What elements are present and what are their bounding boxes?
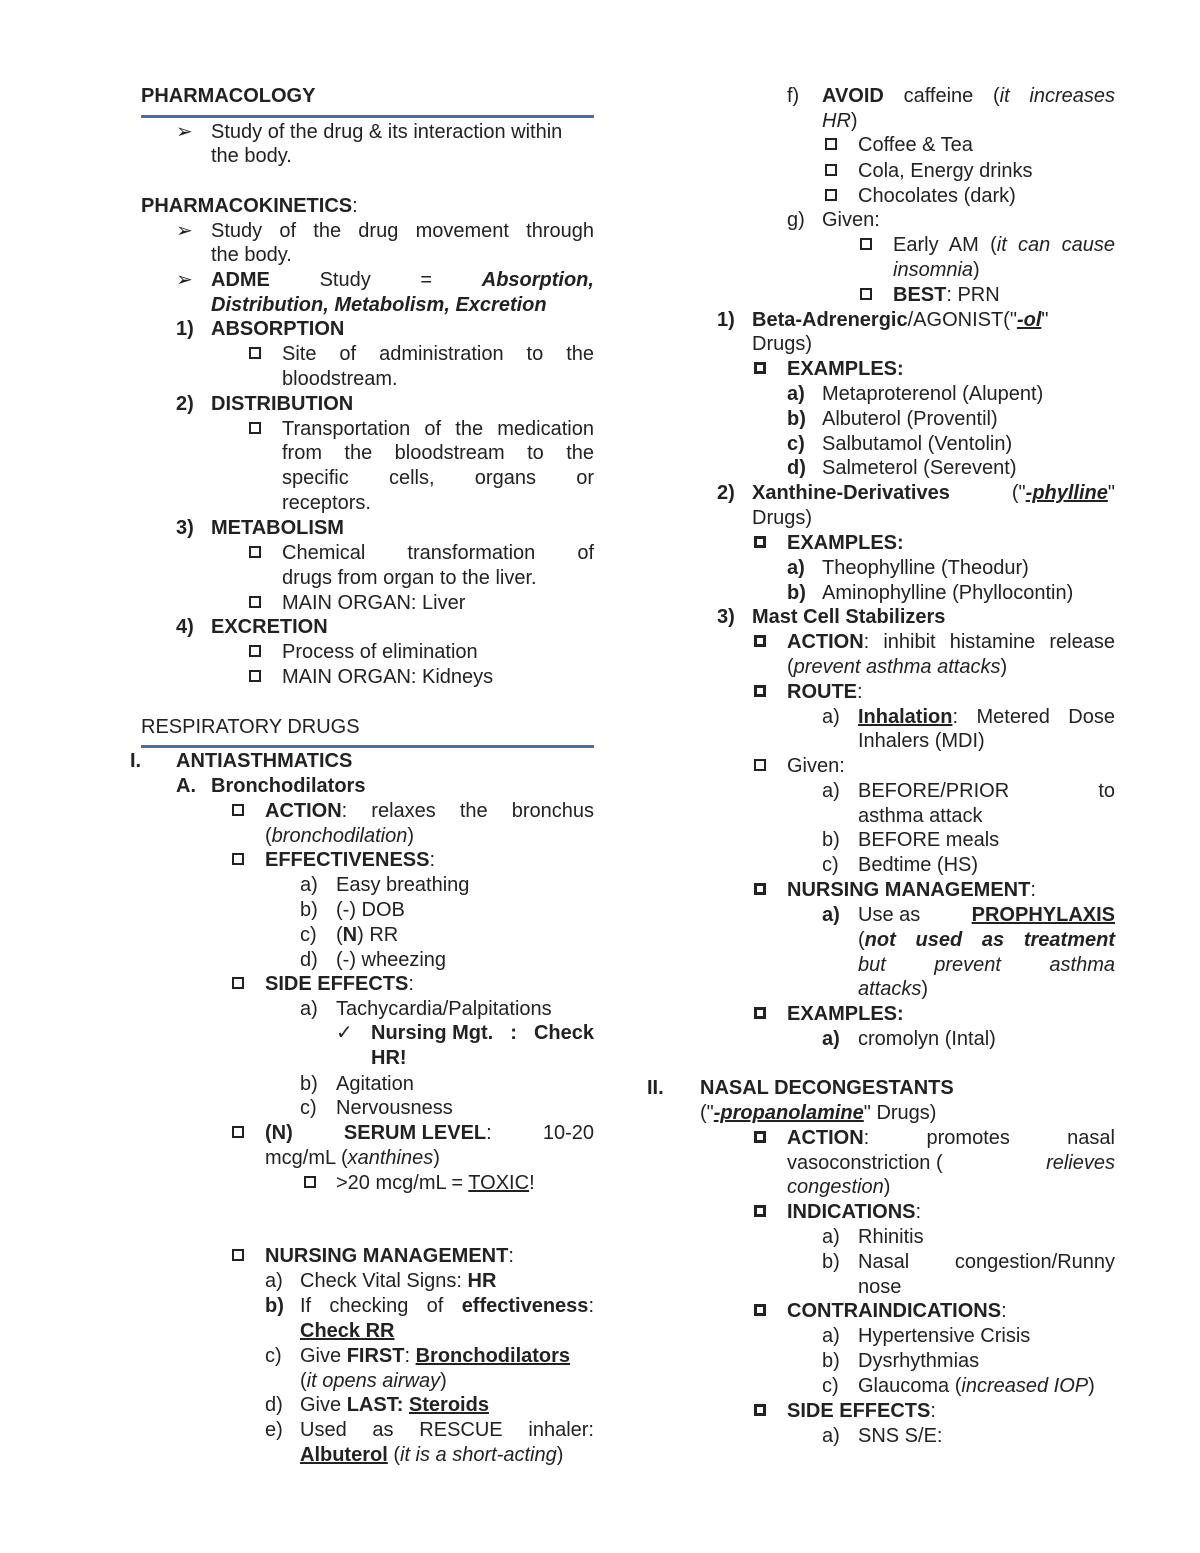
checkbox-bullet-icon	[754, 685, 766, 697]
adme-line1: ADME Study = Absorption,	[211, 269, 594, 291]
list-letter: c)	[265, 1345, 282, 1367]
contraindication-item: Hypertensive Crisis	[858, 1325, 1031, 1347]
list-letter: a)	[787, 557, 805, 579]
list-letter: a)	[822, 1325, 840, 1347]
list-number: 3)	[717, 606, 735, 628]
list-letter: g)	[787, 209, 805, 231]
beta-example: Salbutamol (Ventolin)	[822, 433, 1013, 455]
serum-level-line2: mcg/mL (xanthines)	[265, 1147, 440, 1169]
checkbox-bullet-icon	[249, 422, 261, 434]
list-letter: a)	[265, 1270, 283, 1292]
contraindication-item: Dysrhythmias	[858, 1350, 980, 1372]
metabolism-title: METABOLISM	[211, 517, 344, 539]
nd-action-line2: vasoconstriction ( relieves	[787, 1152, 1115, 1174]
mast-cell-title: Mast Cell Stabilizers	[752, 606, 946, 628]
route-inhalation-line2: Inhalers (MDI)	[858, 730, 985, 752]
nasal-decongestants-title: NASAL DECONGESTANTS	[700, 1077, 954, 1099]
checkbox-bullet-icon	[232, 1126, 244, 1138]
examples-label: EXAMPLES:	[787, 1003, 904, 1025]
given-early-am-line1: Early AM (it can cause	[893, 234, 1115, 256]
checkbox-bullet-icon	[249, 347, 261, 359]
distribution-desc-line4: receptors.	[282, 492, 371, 514]
effectiveness-label: EFFECTIVENESS:	[265, 849, 436, 871]
list-letter: b)	[787, 582, 806, 604]
mast-nursing-management-label: NURSING MANAGEMENT:	[787, 879, 1036, 901]
pharmacokinetics-definition-line1: Study of the drug movement through	[211, 220, 594, 242]
checkbox-bullet-icon	[754, 1205, 766, 1217]
nd-action-line1: ACTION: promotes nasal	[787, 1127, 1115, 1149]
given-best: BEST: PRN	[893, 284, 1000, 306]
checkbox-bullet-icon	[754, 759, 766, 771]
side-effect-item: Nervousness	[336, 1097, 453, 1119]
list-letter: a)	[822, 706, 840, 728]
route-inhalation-line1: Inhalation: Metered Dose	[858, 706, 1115, 728]
checkbox-bullet-icon	[249, 645, 261, 657]
checkbox-bullet-icon	[825, 189, 837, 201]
list-number: 2)	[176, 393, 194, 415]
checkbox-bullet-icon	[232, 977, 244, 989]
list-letter: b)	[300, 1073, 318, 1095]
route-label: ROUTE:	[787, 681, 863, 703]
checkbox-bullet-icon	[754, 1304, 766, 1316]
distribution-desc-line1: Transportation of the medication	[282, 418, 594, 440]
nm-item-a: Check Vital Signs: HR	[300, 1270, 497, 1292]
distribution-title: DISTRIBUTION	[211, 393, 354, 415]
section-number: I.	[130, 750, 142, 772]
nm-item-e-line2: Albuterol (it is a short-acting)	[300, 1444, 564, 1466]
nasal-decongestants-subtitle: ("-propanolamine" Drugs)	[700, 1102, 937, 1124]
list-letter: b)	[300, 899, 318, 921]
checkbox-bullet-icon	[754, 362, 766, 374]
checkbox-bullet-icon	[754, 635, 766, 647]
given-asthma-attack: asthma attack	[858, 805, 983, 827]
excretion-desc-line1: Process of elimination	[282, 641, 478, 663]
checkbox-bullet-icon	[232, 1249, 244, 1261]
respiratory-drugs-heading: RESPIRATORY DRUGS	[141, 716, 360, 738]
examples-label: EXAMPLES:	[787, 358, 904, 380]
nm-item-e-line1: Used as RESCUE inhaler:	[300, 1419, 594, 1441]
checkbox-bullet-icon	[754, 1131, 766, 1143]
absorption-desc-line2: bloodstream.	[282, 368, 398, 390]
prophylaxis-line3: but prevent asthma	[858, 954, 1115, 976]
given-bedtime: Bedtime (HS)	[858, 854, 979, 876]
distribution-desc-line2: from the bloodstream to the	[282, 442, 594, 464]
checkbox-bullet-icon	[232, 853, 244, 865]
list-letter: d)	[300, 949, 318, 971]
list-letter: a)	[822, 780, 840, 802]
checkbox-bullet-icon	[754, 1404, 766, 1416]
action-line2: (bronchodilation)	[265, 825, 414, 847]
list-letter: c)	[822, 1375, 839, 1397]
list-letter: f)	[787, 85, 800, 107]
checkbox-bullet-icon	[249, 546, 261, 558]
nm-item-c-line2: (it opens airway)	[300, 1370, 447, 1392]
bronchodilators-title: Bronchodilators	[211, 775, 366, 797]
list-letter: c)	[822, 854, 839, 876]
list-letter: b)	[822, 1251, 840, 1273]
list-letter: a)	[822, 1028, 840, 1050]
prophylaxis-line4: attacks)	[858, 978, 929, 1000]
side-effect-item: Tachycardia/Palpitations	[336, 998, 552, 1020]
nm-item-b-line1: If checking of effectiveness:	[300, 1295, 594, 1317]
side-effect-item: Agitation	[336, 1073, 414, 1095]
checkbox-bullet-icon	[754, 536, 766, 548]
xanthine-line1: Xanthine-Derivatives ("-phylline"	[752, 482, 1115, 504]
checkbox-bullet-icon	[825, 138, 837, 150]
indication-item: Nasal congestion/Runny	[858, 1251, 1115, 1273]
given-before-meals: BEFORE meals	[858, 829, 1000, 851]
checkbox-bullet-icon	[825, 164, 837, 176]
nursing-mgt-check-line1: Nursing Mgt. : Check	[371, 1022, 594, 1044]
distribution-desc-line3: specific cells, organs or	[282, 467, 594, 489]
list-number: 3)	[176, 517, 194, 539]
checkbox-bullet-icon	[860, 288, 872, 300]
list-letter: c)	[300, 924, 317, 946]
list-letter: b)	[265, 1295, 284, 1317]
checkbox-bullet-icon	[304, 1176, 316, 1188]
serum-level-line1: (N) SERUM LEVEL: 10-20	[265, 1122, 594, 1144]
list-letter: d)	[265, 1394, 283, 1416]
list-number: 1)	[717, 309, 735, 331]
caffeine-item: Coffee & Tea	[858, 134, 973, 156]
list-letter: a)	[822, 1425, 840, 1447]
excretion-main-organ: MAIN ORGAN: Kidneys	[282, 666, 494, 688]
metabolism-desc-line2: drugs from organ to the liver.	[282, 567, 537, 589]
list-letter: b)	[787, 408, 806, 430]
pharmacology-definition-line2: the body.	[211, 145, 292, 167]
xanthine-example: Aminophylline (Phyllocontin)	[822, 582, 1074, 604]
action-line1: ACTION: relaxes the bronchus	[265, 800, 594, 822]
nd-side-effects-label: SIDE EFFECTS:	[787, 1400, 936, 1422]
pharmacology-heading: PHARMACOLOGY	[141, 85, 316, 107]
arrow-bullet-icon: ➢	[176, 269, 193, 291]
nursing-mgt-check-line2: HR!	[371, 1047, 407, 1069]
beta-example: Albuterol (Proventil)	[822, 408, 998, 430]
beta-adrenergic-line1: Beta-Adrenergic/AGONIST("-ol"	[752, 309, 1049, 331]
checkbox-bullet-icon	[249, 596, 261, 608]
list-letter: a)	[822, 904, 840, 926]
checkbox-bullet-icon	[754, 883, 766, 895]
pharmacokinetics-definition-line2: the body.	[211, 244, 292, 266]
contraindication-item: Glaucoma (increased IOP)	[858, 1375, 1095, 1397]
section-number: II.	[647, 1077, 664, 1099]
absorption-desc-line1: Site of administration to the	[282, 343, 594, 365]
nursing-management-label: NURSING MANAGEMENT:	[265, 1245, 514, 1267]
effectiveness-item: Easy breathing	[336, 874, 470, 896]
beta-adrenergic-line2: Drugs)	[752, 333, 813, 355]
list-letter: c)	[787, 433, 805, 455]
list-letter: a)	[300, 874, 318, 896]
nm-item-c-line1: Give FIRST: Bronchodilators	[300, 1345, 571, 1367]
xanthine-example: Theophylline (Theodur)	[822, 557, 1029, 579]
avoid-caffeine-line1: AVOID caffeine (it increases	[822, 85, 1115, 107]
given-early-am-line2: insomnia)	[893, 259, 980, 281]
list-number: 1)	[176, 318, 194, 340]
mast-action-line2: (prevent asthma attacks)	[787, 656, 1008, 678]
list-letter: b)	[822, 829, 840, 851]
list-letter: a)	[822, 1226, 840, 1248]
checkbox-bullet-icon	[754, 1007, 766, 1019]
adme-line2: Distribution, Metabolism, Excretion	[211, 294, 547, 316]
list-letter: e)	[265, 1419, 283, 1441]
serum-toxic-line: >20 mcg/mL = TOXIC!	[336, 1172, 535, 1194]
list-letter: b)	[822, 1350, 840, 1372]
list-letter: a)	[787, 383, 805, 405]
examples-label: EXAMPLES:	[787, 532, 904, 554]
excretion-title: EXCRETION	[211, 616, 328, 638]
prophylaxis-line2: (not used as treatment	[858, 929, 1115, 951]
list-letter: c)	[300, 1097, 317, 1119]
beta-example: Salmeterol (Serevent)	[822, 457, 1017, 479]
effectiveness-item: (N) RR	[336, 924, 399, 946]
nm-item-d: Give LAST: Steroids	[300, 1394, 489, 1416]
indication-item-cont: nose	[858, 1276, 902, 1298]
checkbox-bullet-icon	[232, 804, 244, 816]
list-letter: d)	[787, 457, 806, 479]
caffeine-item: Cola, Energy drinks	[858, 160, 1033, 182]
prophylaxis-line1: Use as PROPHYLAXIS	[858, 904, 1115, 926]
list-number: 2)	[717, 482, 735, 504]
checkmark-icon: ✓	[336, 1022, 353, 1044]
mast-given-label: Given:	[787, 755, 845, 777]
given-before-prior: BEFORE/PRIOR to	[858, 780, 1115, 802]
checkbox-bullet-icon	[860, 238, 872, 250]
side-effects-label: SIDE EFFECTS:	[265, 973, 414, 995]
nd-action-line3: congestion)	[787, 1176, 891, 1198]
avoid-caffeine-line2: HR)	[822, 110, 858, 132]
nm-item-b-line2: Check RR	[300, 1320, 395, 1342]
heading-rule	[141, 745, 594, 748]
effectiveness-item: (-) DOB	[336, 899, 405, 921]
caffeine-item: Chocolates (dark)	[858, 185, 1016, 207]
indication-item: Rhinitis	[858, 1226, 924, 1248]
heading-rule	[141, 115, 594, 118]
nd-side-effect-item: SNS S/E:	[858, 1425, 943, 1447]
indications-label: INDICATIONS:	[787, 1201, 922, 1223]
absorption-title: ABSORPTION	[211, 318, 345, 340]
metabolism-main-organ: MAIN ORGAN: Liver	[282, 592, 466, 614]
arrow-bullet-icon: ➢	[176, 121, 193, 143]
mast-action-line1: ACTION: inhibit histamine release	[787, 631, 1115, 653]
beta-example: Metaproterenol (Alupent)	[822, 383, 1044, 405]
contraindications-label: CONTRAINDICATIONS:	[787, 1300, 1007, 1322]
xanthine-line2: Drugs)	[752, 507, 813, 529]
pharmacokinetics-heading: PHARMACOKINETICS:	[141, 195, 358, 217]
mast-example: cromolyn (Intal)	[858, 1028, 996, 1050]
given-label: Given:	[822, 209, 880, 231]
subsection-letter: A.	[176, 775, 196, 797]
checkbox-bullet-icon	[249, 670, 261, 682]
arrow-bullet-icon: ➢	[176, 220, 193, 242]
pharmacology-definition-line1: Study of the drug & its interaction within	[211, 121, 563, 143]
effectiveness-item: (-) wheezing	[336, 949, 447, 971]
list-letter: a)	[300, 998, 318, 1020]
antiasthmatics-title: ANTIASTHMATICS	[176, 750, 353, 772]
metabolism-desc-line1: Chemical transformation of	[282, 542, 594, 564]
list-number: 4)	[176, 616, 194, 638]
